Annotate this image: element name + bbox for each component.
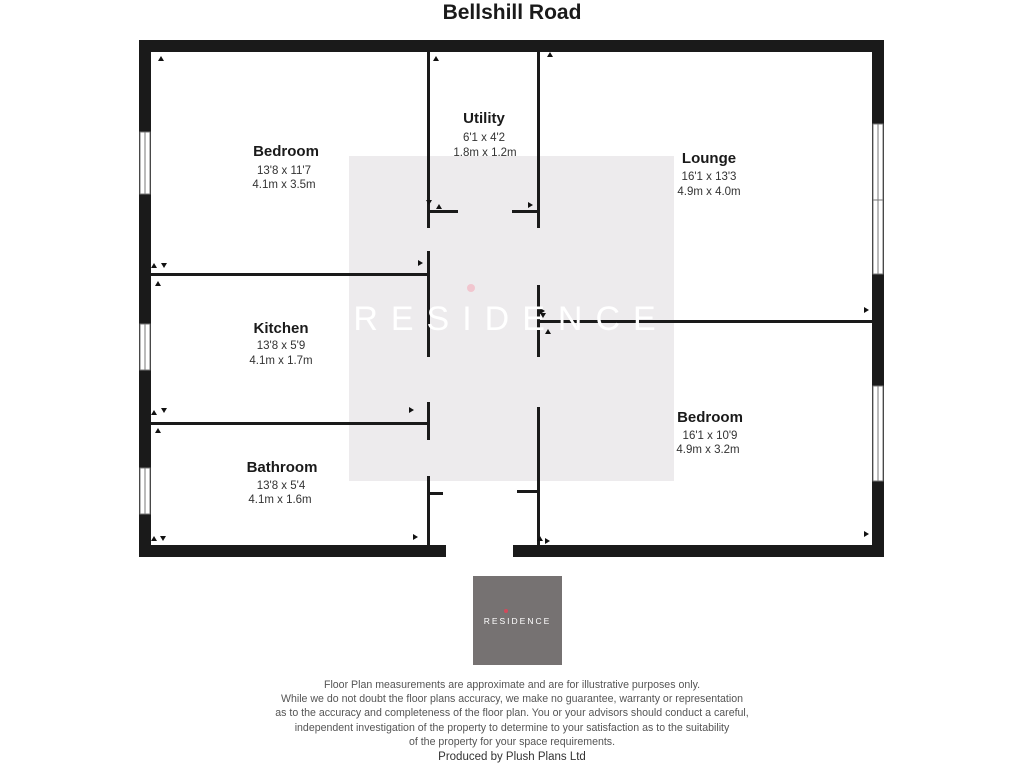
room-bedroom-1 bbox=[252, 143, 319, 191]
room-dim-metric: 4.9m x 3.2m bbox=[676, 444, 740, 456]
room-lounge bbox=[677, 150, 740, 198]
room-dim-imperial: 16'1 x 13'3 bbox=[681, 171, 737, 183]
room-dim-metric: 1.8m x 1.2m bbox=[453, 147, 517, 159]
disclaimer-line: While we do not doubt the floor plans accuracy, we make no guarantee, warranty or representation bbox=[280, 693, 744, 706]
room-name: Bathroom bbox=[246, 459, 318, 476]
watermark-dot bbox=[467, 284, 475, 292]
disclaimer-line: as to the accuracy and completeness of the floor plan. You or your advisors should conduct a careful, bbox=[275, 707, 749, 720]
disclaimer-line: of the property for your space requirements. bbox=[408, 735, 616, 748]
producer-credit: Produced by Plush Plans Ltd bbox=[438, 751, 586, 763]
room-bedroom-2 bbox=[676, 409, 743, 456]
plan-title: Bellshill Road bbox=[442, 1, 582, 24]
disclaimer-line: independent investigation of the property to determine to your satisfaction as to the suitability bbox=[294, 721, 730, 734]
room-name: Bedroom bbox=[677, 409, 743, 426]
room-dim-imperial: 6'1 x 4'2 bbox=[462, 132, 506, 144]
room-name: Bedroom bbox=[253, 143, 319, 160]
room-dim-imperial: 13'8 x 5'9 bbox=[256, 340, 306, 352]
room-kitchen bbox=[249, 320, 312, 367]
logo-dot bbox=[504, 609, 508, 613]
room-dim-metric: 4.1m x 1.7m bbox=[249, 355, 313, 367]
watermark-text: RESIDENCE bbox=[353, 300, 669, 338]
logo-text: RESIDENCE bbox=[483, 615, 552, 626]
residence-logo bbox=[473, 576, 562, 665]
room-dim-metric: 4.9m x 4.0m bbox=[677, 186, 741, 198]
room-dim-metric: 4.1m x 1.6m bbox=[248, 494, 312, 506]
room-utility bbox=[453, 110, 516, 159]
room-dim-imperial: 13'8 x 5'4 bbox=[256, 480, 306, 492]
room-dim-imperial: 13'8 x 11'7 bbox=[256, 165, 312, 177]
room-bathroom bbox=[247, 459, 318, 506]
room-name: Utility bbox=[463, 110, 505, 127]
room-name: Lounge bbox=[681, 150, 737, 167]
room-dim-metric: 4.1m x 3.5m bbox=[252, 179, 316, 191]
room-dim-imperial: 16'1 x 10'9 bbox=[682, 430, 738, 442]
disclaimer bbox=[232, 678, 792, 749]
disclaimer-line: Floor Plan measurements are approximate and are for illustrative purposes only. bbox=[323, 679, 701, 691]
room-name: Kitchen bbox=[253, 320, 309, 337]
